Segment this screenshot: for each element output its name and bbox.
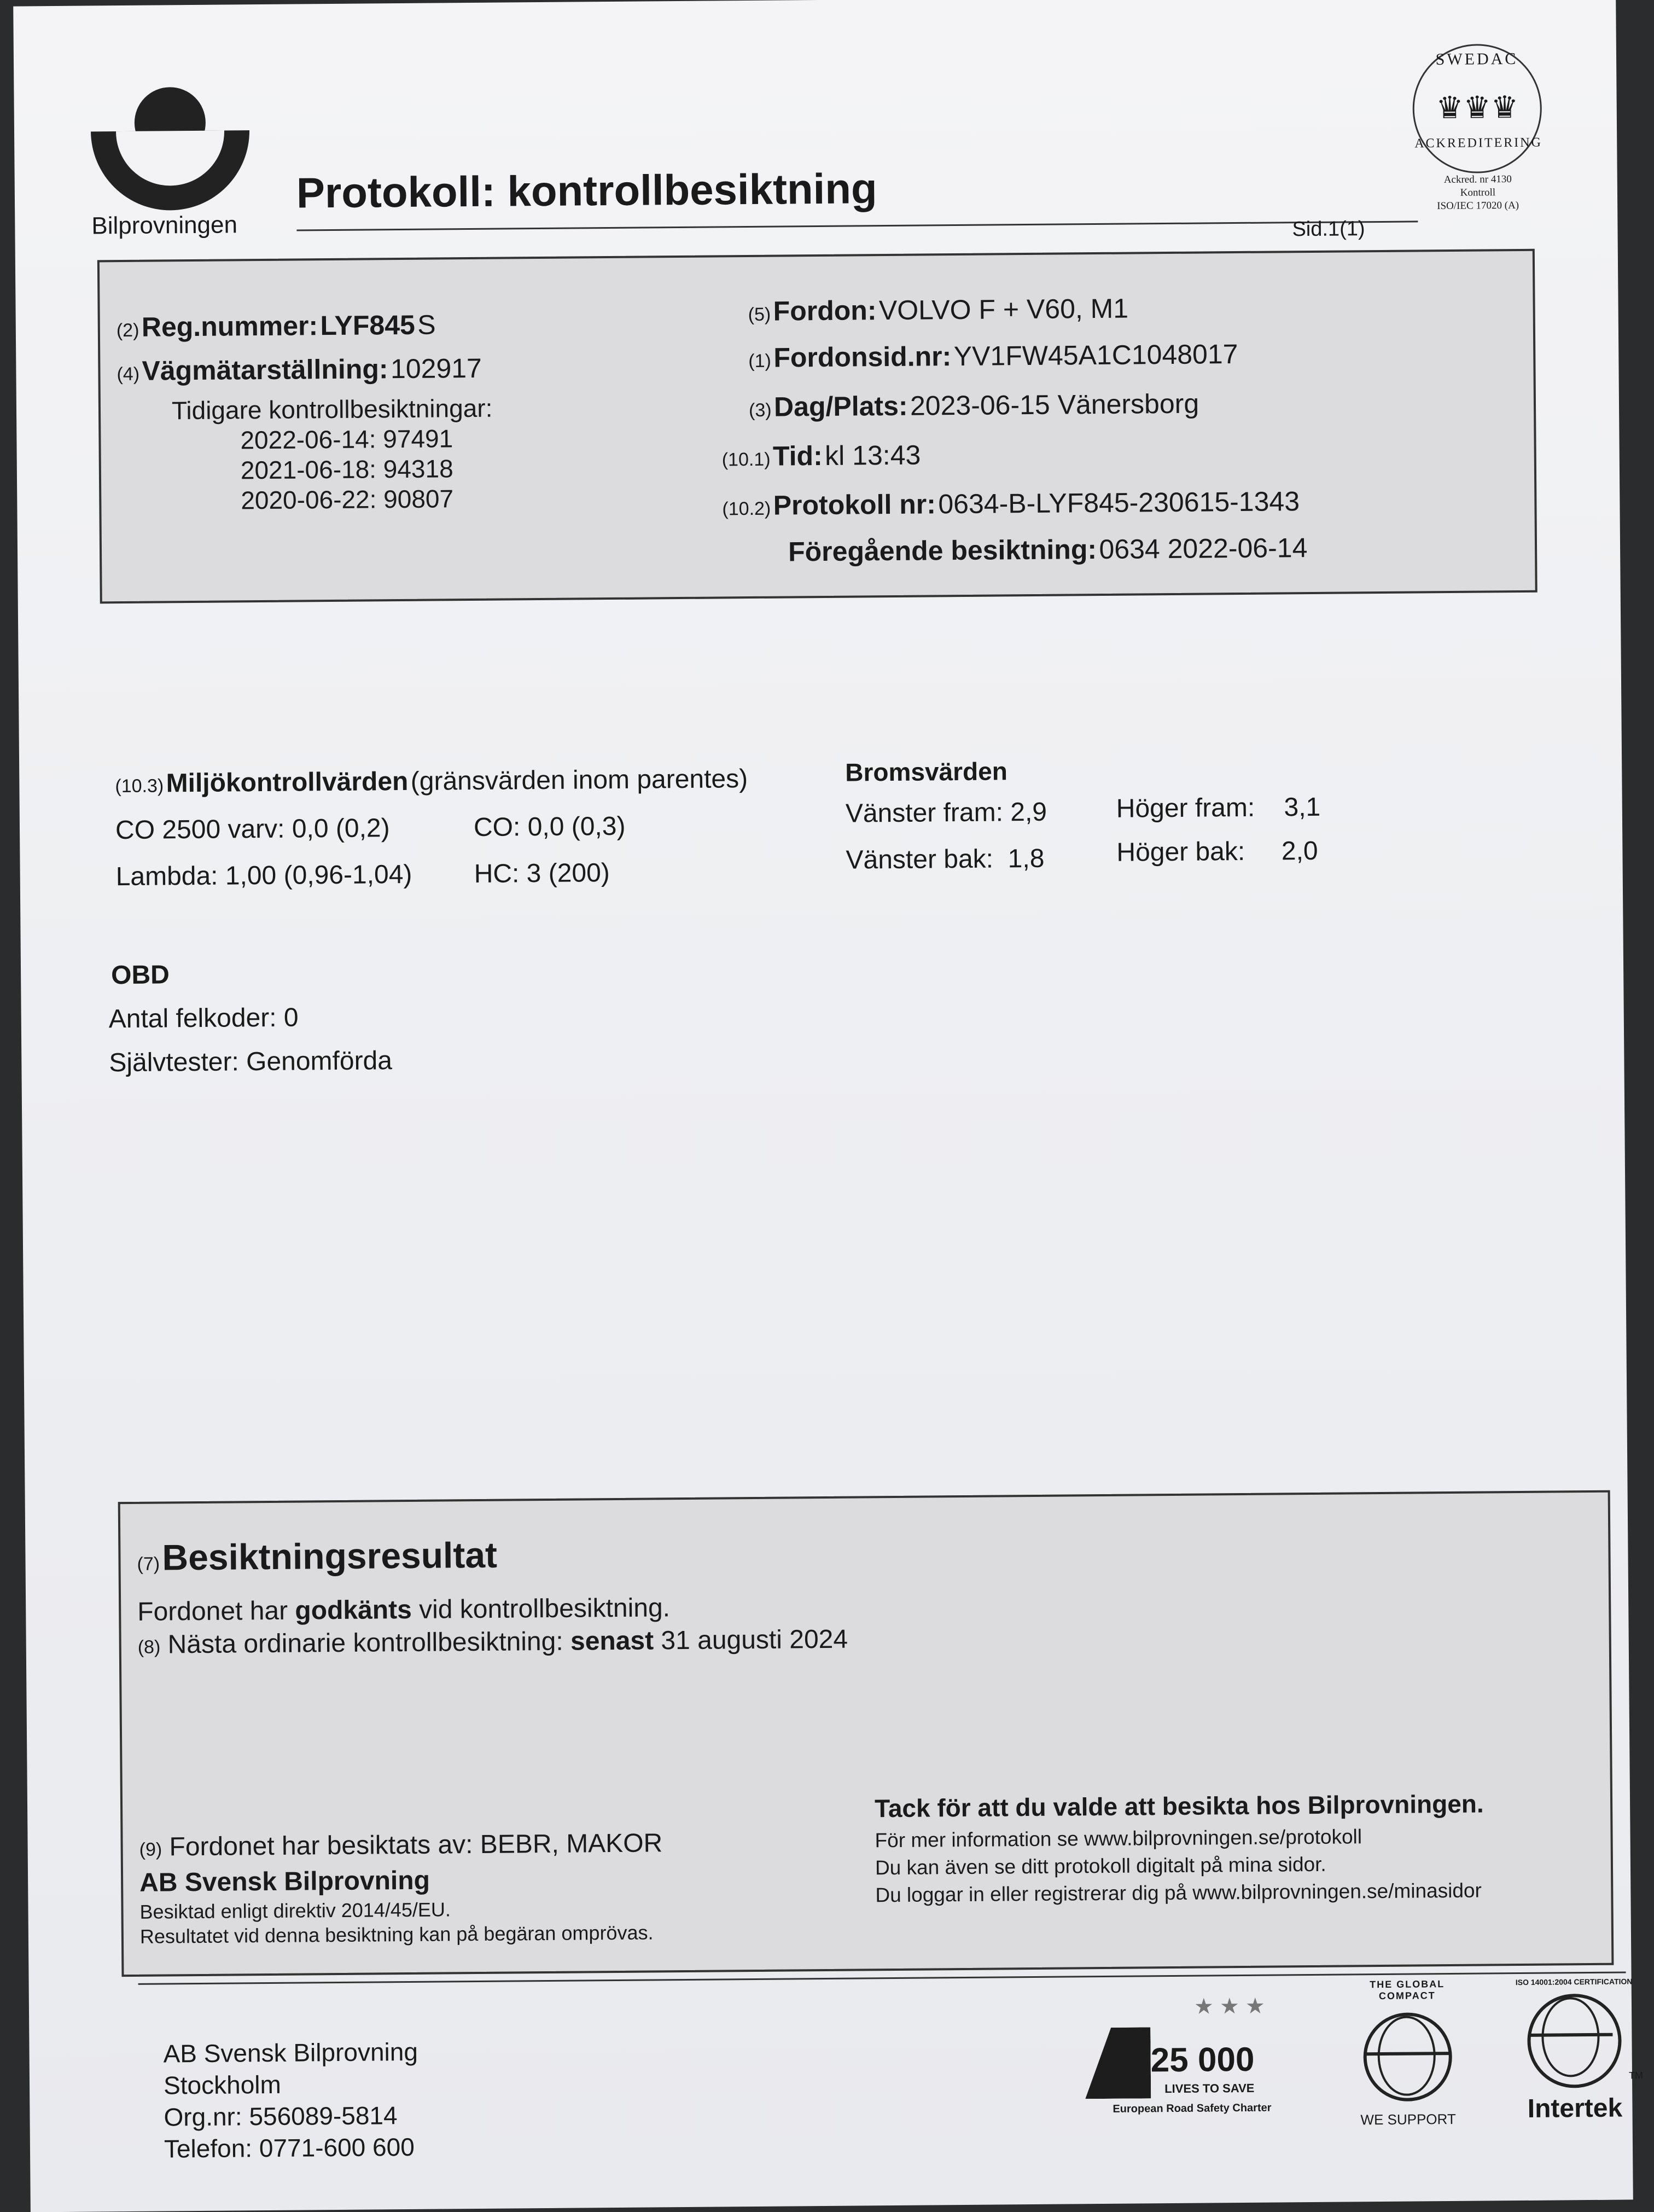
hc-value: HC: 3 (200) [474, 858, 610, 889]
result-title-row: (7) Besiktningsresultat [137, 1534, 498, 1578]
global-compact-globe-icon [1363, 2012, 1452, 2101]
date-place-row: (3) Dag/Plats: 2023-06-15 Vänersborg [748, 388, 1199, 422]
intertek-globe-icon [1527, 1994, 1622, 2088]
info-line-3: Du loggar in eller registrerar dig på www.bilprovningen.se/minasidor [875, 1879, 1482, 1907]
accreditation-type: Kontroll [1460, 187, 1496, 199]
road-safety-charter-badge [1085, 1993, 1299, 2126]
result-directive: Besiktad enligt direktiv 2014/45/EU. [139, 1898, 451, 1923]
time-row: (10.1) Tid: kl 13:43 [721, 439, 921, 472]
stars-icon: ★ ★ ★ [1193, 1994, 1265, 2019]
brake-right-rear: Höger bak: 2,0 [1116, 836, 1318, 867]
footer-company: AB Svensk Bilprovning [163, 2037, 418, 2068]
brake-right-front: Höger fram: 3,1 [1116, 792, 1321, 823]
seal-bottom-text: ACKREDITERING [1414, 135, 1543, 151]
reg-number-row: (2) Reg.nummer: LYF845 S [116, 309, 436, 342]
approval-statement: Fordonet har godkänts vid kontrollbesiktning. [137, 1593, 671, 1627]
inspection-result-box [118, 1490, 1614, 1977]
info-line-2: Du kan även se ditt protokoll digitalt på mina sidor. [875, 1853, 1326, 1879]
accreditation-number: Ackred. nr 4130 [1443, 173, 1512, 186]
global-compact-support: WE SUPPORT [1360, 2110, 1456, 2128]
lambda-value: Lambda: 1,00 (0,96-1,04) [115, 860, 412, 892]
road-icon [1085, 2027, 1151, 2099]
footer-city: Stockholm [163, 2070, 282, 2100]
intertek-badge [1506, 1977, 1644, 2126]
global-compact-badge [1347, 1978, 1469, 2128]
previous-inspection-2: 2021-06-18: 94318 [240, 454, 453, 485]
co-value: CO: 0,0 (0,3) [473, 811, 626, 843]
result-company: AB Svensk Bilprovning [139, 1866, 430, 1897]
global-compact-title: THE GLOBAL COMPACT [1370, 1978, 1445, 2002]
three-crowns-icon: ♛♛♛ [1436, 89, 1519, 125]
vehicle-id-row: (1) Fordonsid.nr: YV1FW45A1C1048017 [748, 339, 1238, 373]
iso-certification-ring-text: ISO 14001:2004 CERTIFICATION [1515, 1977, 1633, 1987]
brake-left-front: Vänster fram: 2,9 [845, 797, 1047, 828]
brake-values-title: Bromsvärden [845, 757, 1008, 787]
header-divider [296, 220, 1418, 231]
inspected-by: (9) Fordonet har besiktats av: BEBR, MAKOR [139, 1828, 663, 1862]
result-review-note: Resultatet vid denna besiktning kan på begäran omprövas. [139, 1921, 654, 1948]
previous-inspection-3: 2020-06-22: 90807 [241, 484, 454, 515]
footer-address [163, 2036, 418, 2165]
page-number: Sid.1(1) [1292, 217, 1365, 241]
footer-phone: Telefon: 0771-600 600 [164, 2132, 415, 2163]
charter-number: 25 000 [1150, 2040, 1255, 2080]
seal-top-text: SWEDAC [1435, 49, 1518, 69]
intertek-name: Intertek [1527, 2093, 1623, 2123]
accreditation-standard: ISO/IEC 17020 (A) [1437, 199, 1519, 212]
swedac-accreditation-seal [1403, 43, 1552, 214]
obd-title: OBD [110, 960, 170, 990]
odometer-row: (4) Vägmätarställning: 102917 [117, 352, 482, 386]
inspection-protocol-page [13, 0, 1644, 2212]
obd-fault-codes: Antal felkoder: 0 [108, 1003, 299, 1034]
charter-name: European Road Safety Charter [1113, 2101, 1272, 2115]
trademark-mark: TM [1628, 2070, 1644, 2081]
charter-subtitle: LIVES TO SAVE [1164, 2081, 1255, 2096]
obd-self-tests: Självtester: Genomförda [109, 1046, 393, 1078]
info-line-1: För mer information se www.bilprovningen.se/protokoll [875, 1825, 1362, 1852]
vehicle-info-box [97, 249, 1537, 604]
brake-left-rear: Vänster bak: 1,8 [846, 844, 1045, 875]
previous-inspection-row: Föregående besiktning: 0634 2022-06-14 [788, 532, 1308, 567]
footer-org-number: Org.nr: 556089-5814 [164, 2101, 398, 2132]
previous-inspection-1: 2022-06-14: 97491 [240, 424, 453, 455]
brand-name: Bilprovningen [91, 211, 238, 240]
previous-inspections-title: Tidigare kontrollbesiktningar: [171, 393, 493, 425]
environment-title-row: (10.3) Miljökontrollvärden (gränsvärden inom parentes) [115, 764, 748, 798]
protocol-number-row: (10.2) Protokoll nr: 0634-B-LYF845-230615-1343 [722, 486, 1300, 521]
next-inspection-statement: (8) Nästa ordinarie kontrollbesiktning: senast 31 augusti 2024 [137, 1624, 848, 1659]
thank-you-message: Tack för att du valde att besikta hos Bilprovningen. [874, 1789, 1484, 1823]
page-title: Protokoll: kontrollbesiktning [296, 164, 877, 217]
vehicle-model-row: (5) Fordon: VOLVO F + V60, M1 [748, 293, 1129, 327]
co-2500-value: CO 2500 varv: 0,0 (0,2) [115, 814, 390, 845]
